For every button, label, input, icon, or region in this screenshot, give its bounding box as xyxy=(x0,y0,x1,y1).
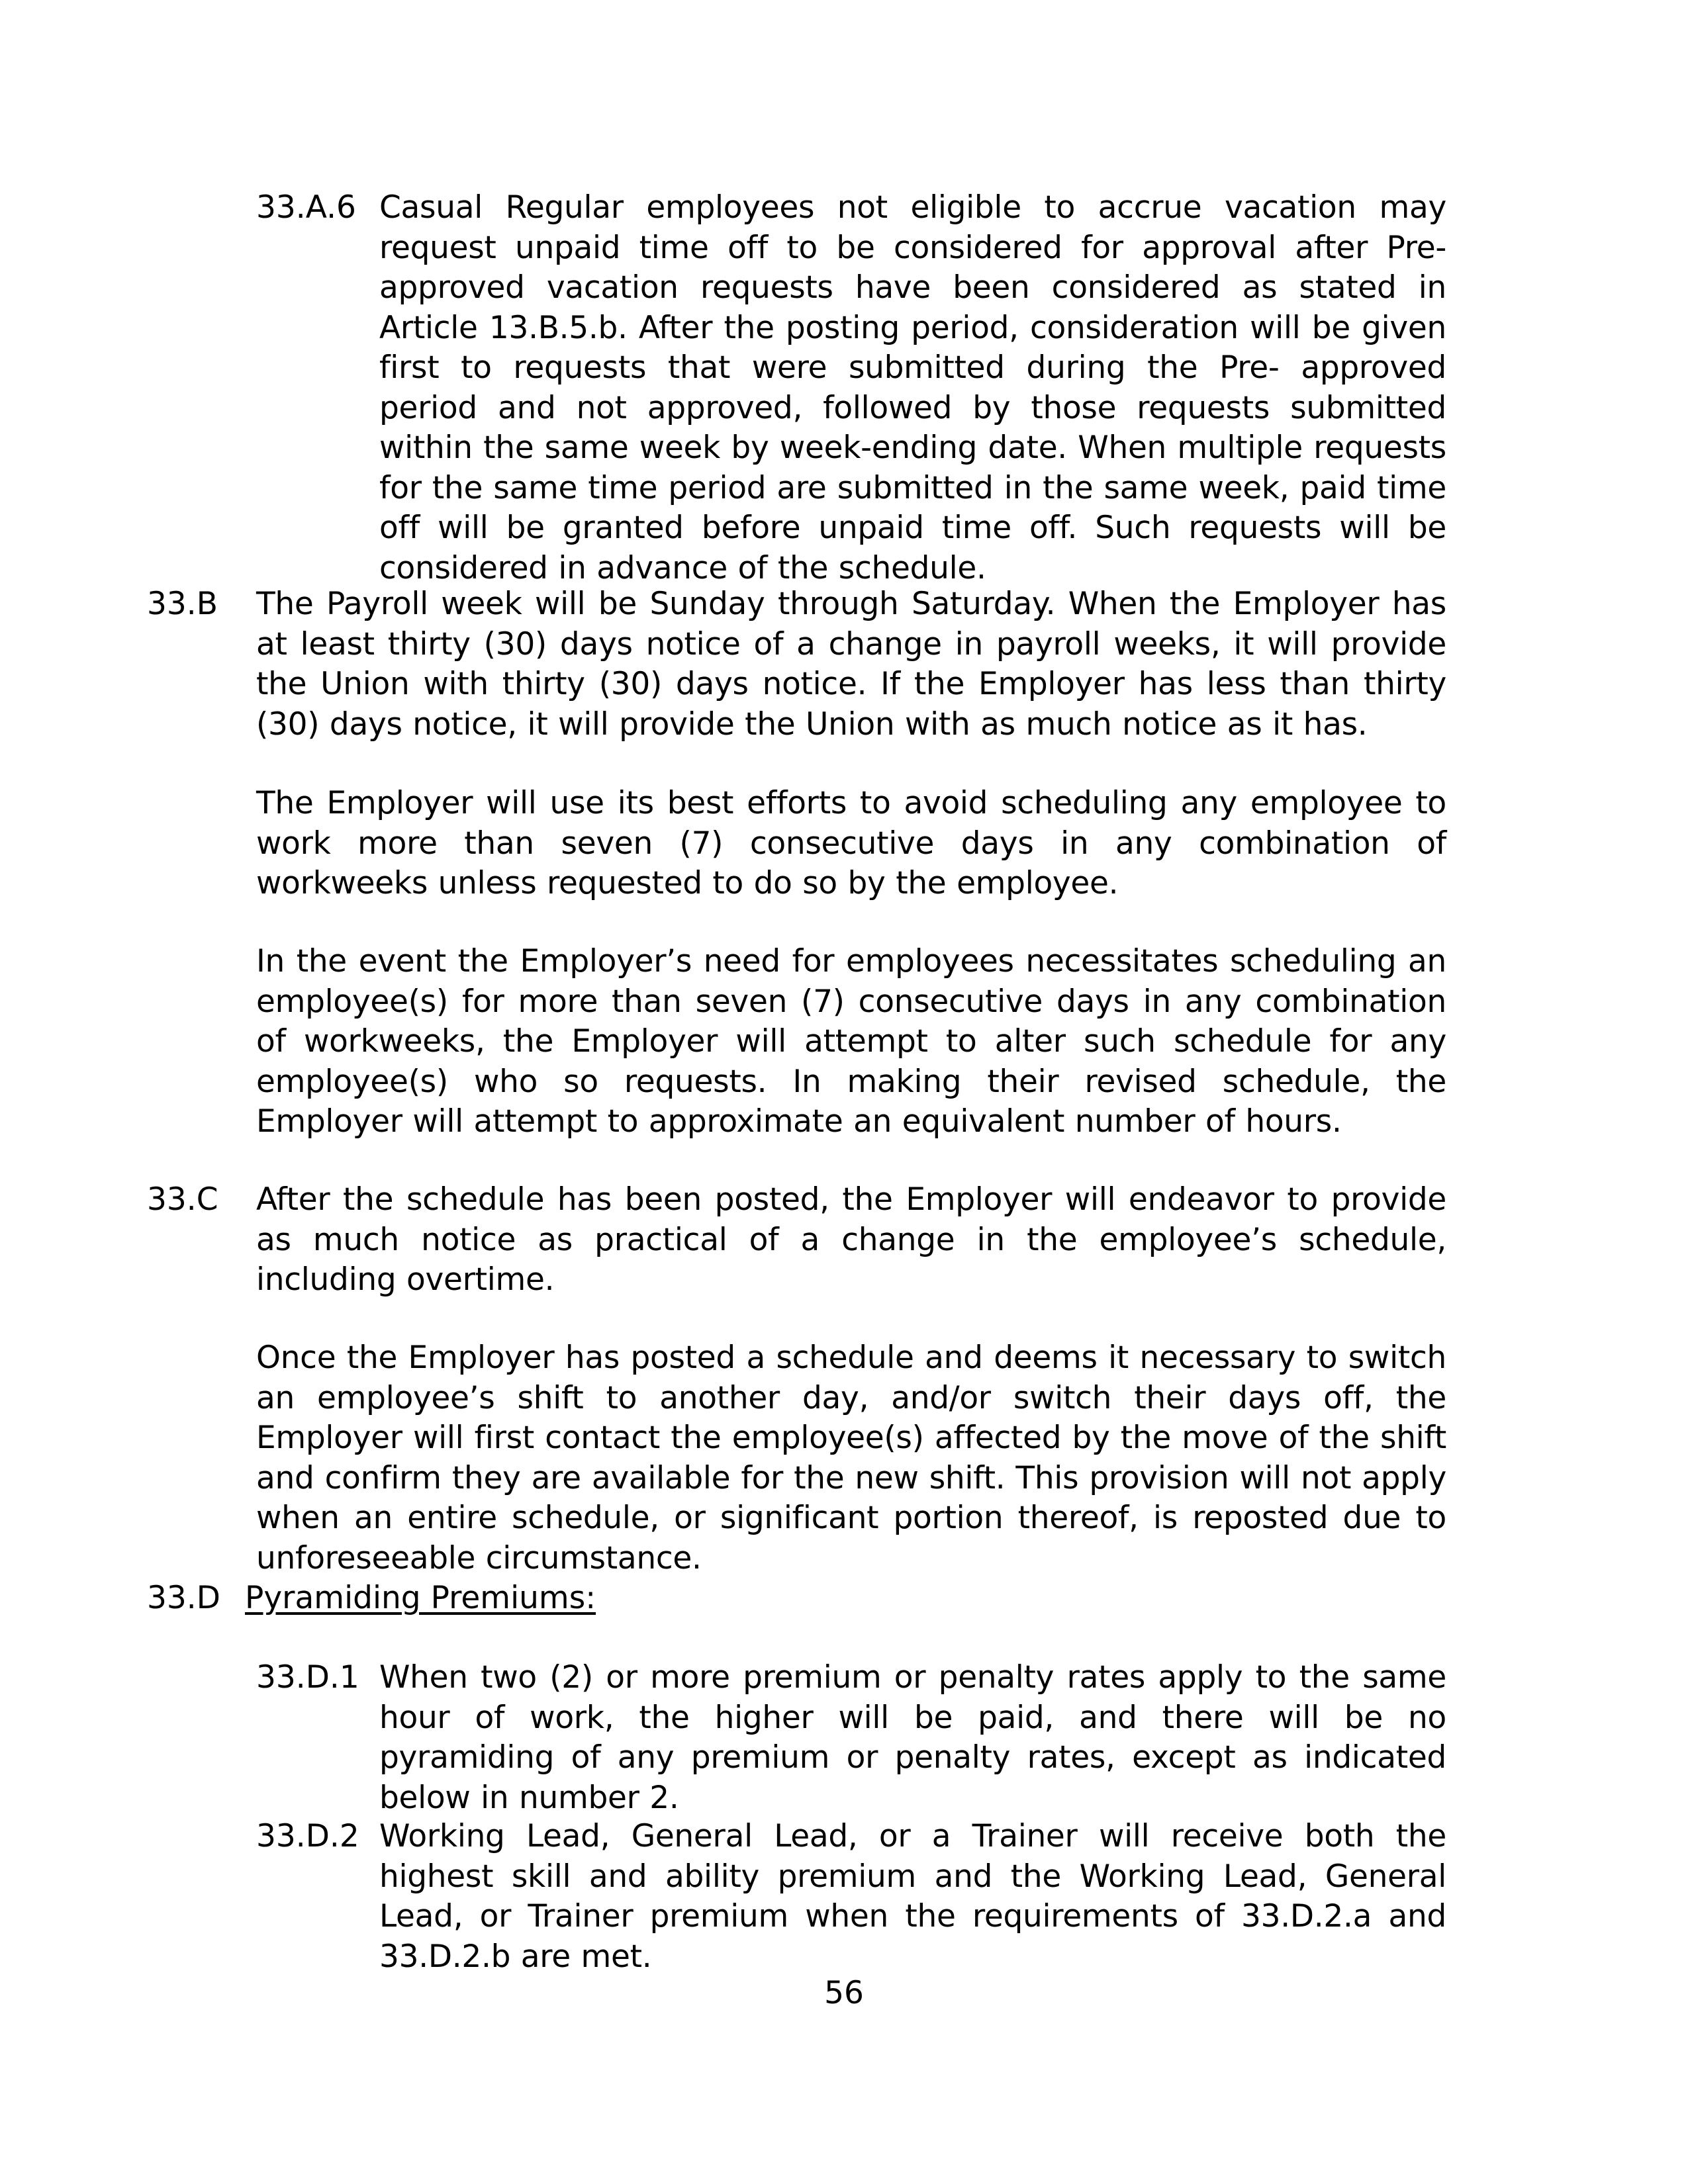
section-label-33-c: 33.C xyxy=(147,1181,218,1218)
section-label-33-a-6: 33.A.6 xyxy=(256,189,356,226)
section-33-d-2-text: Working Lead, General Lead, or a Trainer will receive both the highest skill and ability premium and the Working Lead, General Lead, or Trainer premium when the requirements of 33.D.2.a and 33.D.2.b are met. xyxy=(379,1818,1446,1975)
section-label-33-d: 33.D xyxy=(147,1580,220,1616)
section-33-a-6-text: Casual Regular employees not eligible to accrue vacation may request unpaid time off to be considered for approval after Pre-approved vacation requests have been considered as stated in Article 13.B.5.b. After the posting period, consideration will be given first to requests that were submitted during the Pre- approved period and not approved, followed by those requests submitted within the same week by week-ending date. When multiple requests for the same time period are submitted in the same week, paid time off will be granted before unpaid time off. Such requests will be considered in advance of the schedule. xyxy=(379,189,1446,586)
section-33-d-1-text: When two (2) or more premium or penalty rates apply to the same hour of work, the higher will be paid, and there will be no pyramiding of any premium or penalty rates, except as indicated below in number 2. xyxy=(379,1659,1446,1816)
section-33-d-heading: Pyramiding Premiums: xyxy=(245,1580,596,1616)
section-label-33-b: 33.B xyxy=(147,586,218,622)
section-33-b-paragraph-2: The Employer will use its best efforts to avoid scheduling any employee to work more than seven (7) consecutive days in any combination of workweeks unless requested to do so by the employee. xyxy=(256,785,1446,901)
section-label-33-d-2: 33.D.2 xyxy=(256,1818,359,1854)
section-33-c-paragraph-1: After the schedule has been posted, the Employer will endeavor to provide as much notice as practical of a change in the employee’s schedule, including overtime. xyxy=(256,1181,1446,1298)
section-33-c-paragraph-2: Once the Employer has posted a schedule and deems it necessary to switch an employee’s shift to another day, and/or switch their days off, the Employer will first contact the employee(s) affected by the move of the shift and confirm they are available for the new shift. This provision will not apply when an entire schedule, or significant portion thereof, is reposted due to unforeseeable circumstance. xyxy=(256,1340,1446,1576)
section-33-b-paragraph-3: In the event the Employer’s need for employees necessitates scheduling an employee(s) for more than seven (7) consecutive days in any combination of workweeks, the Employer will attempt to alter such schedule for any employee(s) who so requests. In making their revised schedule, the Employer will attempt to approximate an equivalent number of hours. xyxy=(256,943,1446,1140)
page-number: 56 xyxy=(824,1975,864,2011)
section-label-33-d-1: 33.D.1 xyxy=(256,1659,359,1696)
section-33-b-paragraph-1: The Payroll week will be Sunday through Saturday. When the Employer has at least thirty (30) days notice of a change in payroll weeks, it will provide the Union with thirty (30) days notice. If the Employer has less than thirty (30) days notice, it will provide the Union with as much notice as it has. xyxy=(256,586,1446,743)
